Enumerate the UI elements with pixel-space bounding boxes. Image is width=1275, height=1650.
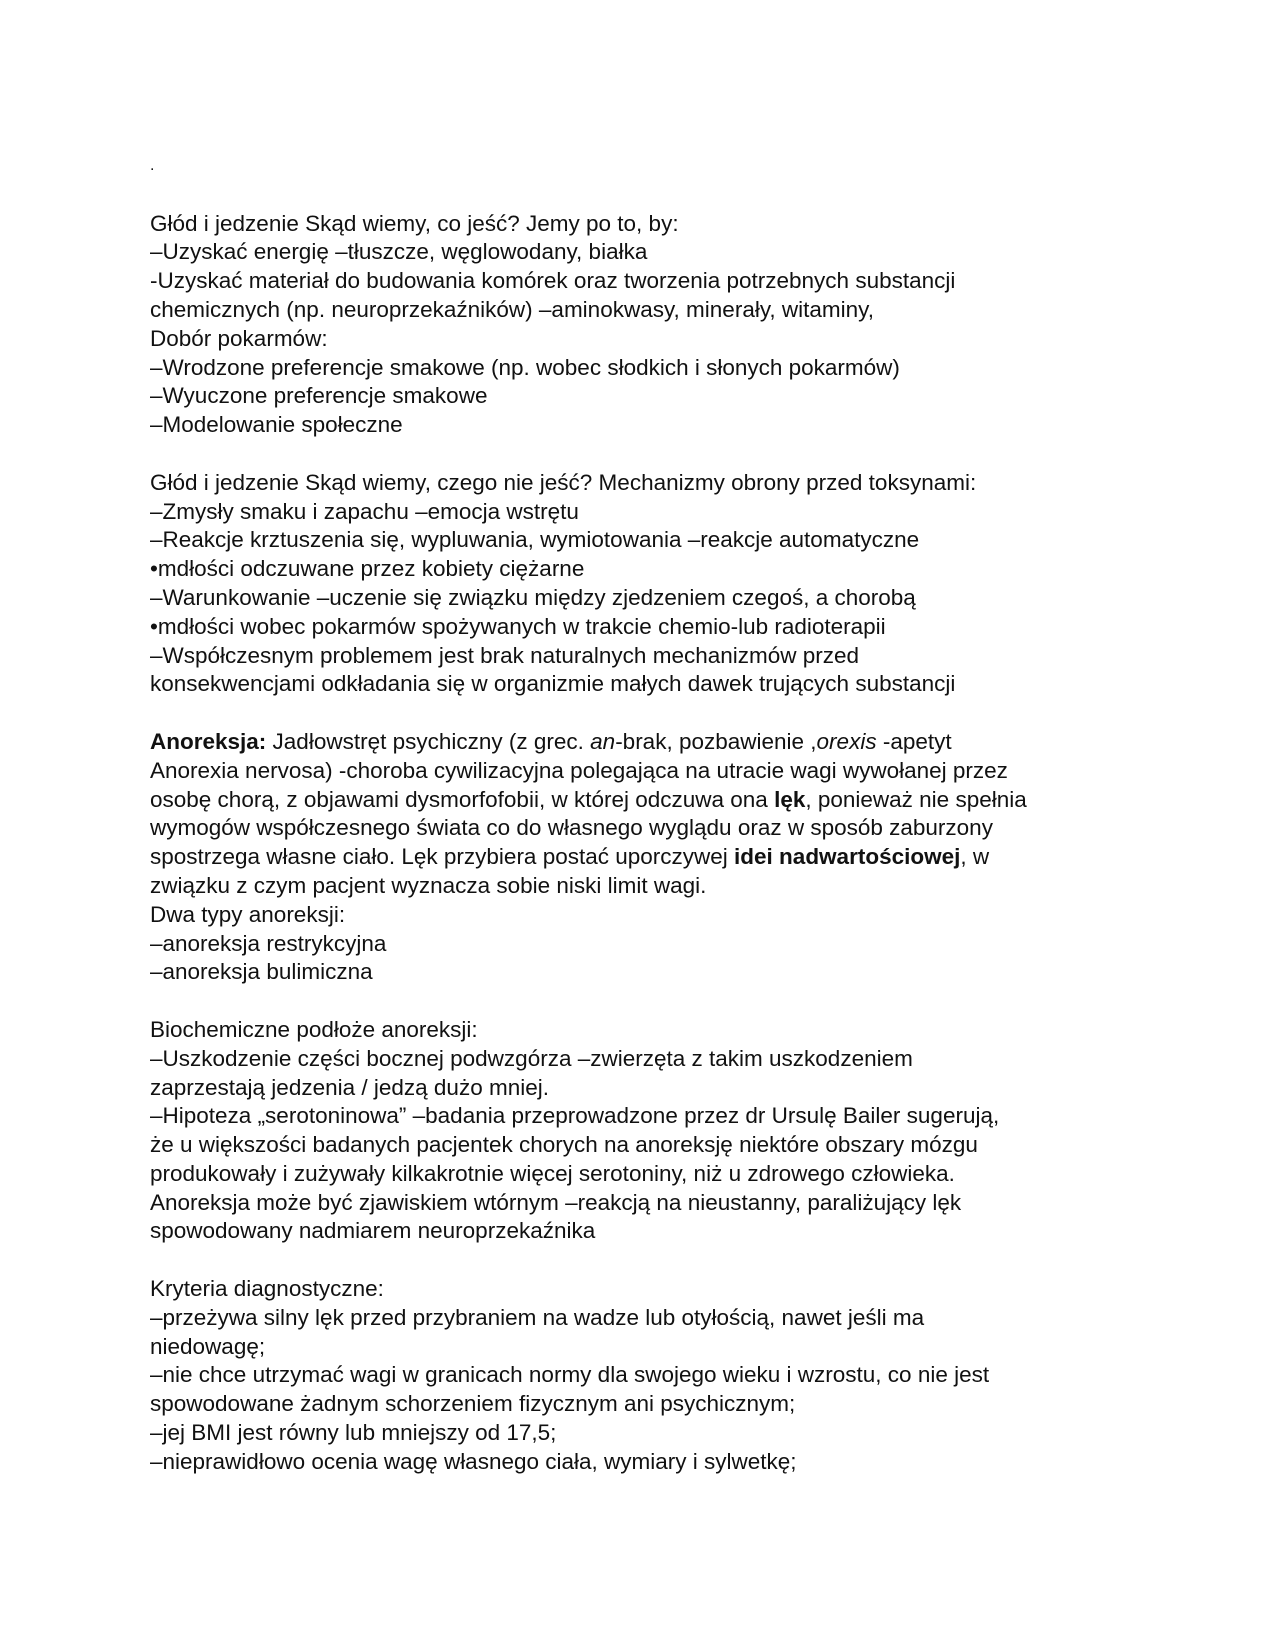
section-anorexia-definition bbox=[150, 728, 1150, 987]
paragraph-line: Biochemiczne podłoże anoreksji: bbox=[150, 1016, 478, 1042]
paragraph-gap bbox=[150, 181, 1150, 210]
paragraph-line: Głód i jedzenie Skąd wiemy, co jeść? Jemy po to, by: bbox=[150, 210, 679, 236]
paragraph-line: –nieprawidłowo ocenia wagę własnego ciała, wymiary i sylwetkę; bbox=[150, 1448, 797, 1474]
paragraph-line: –anoreksja restrykcyjna bbox=[150, 930, 387, 956]
paragraph-gap bbox=[150, 987, 1150, 1016]
paragraph-line: –Współczesnym problemem jest brak naturalnych mechanizmów przed bbox=[150, 642, 860, 668]
paragraph-line: –anoreksja bulimiczna bbox=[150, 959, 373, 985]
paragraph-line: –Warunkowanie –uczenie się związku między zjedzeniem czegoś, a chorobą bbox=[150, 584, 916, 610]
paragraph-line: Głód i jedzenie Skąd wiemy, czego nie jeść? Mechanizmy obrony przed toksynami: bbox=[150, 469, 977, 495]
paragraph-line: –Wrodzone preferencje smakowe (np. wobec słodkich i słonych pokarmów) bbox=[150, 354, 900, 380]
paragraph-line: niedowagę; bbox=[150, 1333, 266, 1359]
paragraph-line: –Zmysły smaku i zapachu –emocja wstrętu bbox=[150, 498, 579, 524]
paragraph-line bbox=[150, 786, 1150, 815]
paragraph-line: zaprzestają jedzenia / jedzą dużo mniej. bbox=[150, 1074, 549, 1100]
section-what-not-to-eat bbox=[150, 469, 1150, 699]
text-run: osobę chorą, z objawami dysmorfofobii, w której odczuwa ona bbox=[150, 786, 775, 812]
term-anorexia: Anoreksja: bbox=[150, 728, 267, 754]
paragraph-line: -Uzyskać materiał do budowania komórek oraz tworzenia potrzebnych substancji bbox=[150, 268, 956, 294]
paragraph-line: Anoreksja może być zjawiskiem wtórnym –reakcją na nieustanny, paraliżujący lęk bbox=[150, 1189, 962, 1215]
section-biochemical-basis bbox=[150, 1016, 1150, 1246]
text-run: -apetyt bbox=[876, 728, 952, 754]
paragraph-line: chemicznych (np. neuroprzekaźników) –aminokwasy, minerały, witaminy, bbox=[150, 296, 875, 322]
paragraph-line: –nie chce utrzymać wagi w granicach normy dla swojego wieku i wzrostu, co nie jest bbox=[150, 1362, 990, 1388]
paragraph-line: produkowały i zużywały kilkakrotnie więcej serotoniny, niż u zdrowego człowieka. bbox=[150, 1160, 955, 1186]
term-orexis: orexis bbox=[816, 728, 877, 754]
paragraph-gap bbox=[150, 440, 1150, 469]
paragraph-line: Kryteria diagnostyczne: bbox=[150, 1276, 384, 1302]
paragraph-line: Dwa typy anoreksji: bbox=[150, 901, 346, 927]
term-overvalued-idea: idei nadwartościowej bbox=[734, 844, 961, 870]
paragraph-line: Dobór pokarmów: bbox=[150, 325, 328, 351]
paragraph-line: –Uzyskać energię –tłuszcze, węglowodany, białka bbox=[150, 239, 648, 265]
term-an: an bbox=[590, 728, 616, 754]
paragraph-line: że u większości badanych pacjentek chorych na anoreksję niektóre obszary mózgu bbox=[150, 1132, 978, 1158]
paragraph-line: spowodowane żadnym schorzeniem fizycznym ani psychicznym; bbox=[150, 1391, 796, 1417]
document-page bbox=[150, 152, 1150, 1477]
text-run: , ponieważ nie spełnia bbox=[805, 786, 1027, 812]
section-diagnostic-criteria bbox=[150, 1275, 1150, 1477]
paragraph-line: –Uszkodzenie części bocznej podwzgórza –zwierzęta z takim uszkodzeniem bbox=[150, 1045, 913, 1071]
paragraph-gap bbox=[150, 699, 1150, 728]
paragraph-line: spowodowany nadmiarem neuroprzekaźnika bbox=[150, 1218, 596, 1244]
paragraph-line: –przeżywa silny lęk przed przybraniem na wadze lub otyłością, nawet jeśli ma bbox=[150, 1304, 925, 1330]
paragraph-line: Anorexia nervosa) -choroba cywilizacyjna polegająca na utracie wagi wywołanej przez bbox=[150, 757, 1008, 783]
paragraph-line: związku z czym pacjent wyznacza sobie niski limit wagi. bbox=[150, 872, 707, 898]
text-run: -brak, pozbawienie , bbox=[615, 728, 817, 754]
paragraph-line: –Modelowanie społeczne bbox=[150, 412, 403, 438]
paragraph-line: •mdłości wobec pokarmów spożywanych w trakcie chemio-lub radioterapii bbox=[150, 613, 886, 639]
paragraph-line: •mdłości odczuwane przez kobiety ciężarne bbox=[150, 556, 585, 582]
paragraph-line: –Wyuczone preferencje smakowe bbox=[150, 383, 488, 409]
text-run: Jadłowstręt psychiczny (z grec. bbox=[266, 728, 591, 754]
leading-dot: . bbox=[150, 157, 155, 174]
paragraph-line: –Reakcje krztuszenia się, wypluwania, wymiotowania –reakcje automatyczne bbox=[150, 527, 920, 553]
paragraph-line: konsekwencjami odkładania się w organizmie małych dawek trujących substancji bbox=[150, 671, 956, 697]
text-run: , w bbox=[960, 844, 990, 870]
text-run: spostrzega własne ciało. Lęk przybiera postać uporczywej bbox=[150, 844, 735, 870]
paragraph-line: wymogów współczesnego świata co do własnego wyglądu oraz w sposób zaburzony bbox=[150, 815, 993, 841]
term-fear: lęk bbox=[774, 786, 806, 812]
section-what-to-eat bbox=[150, 210, 1150, 440]
paragraph-gap bbox=[150, 1246, 1150, 1275]
paragraph-line bbox=[150, 728, 1150, 757]
paragraph-line: –jej BMI jest równy lub mniejszy od 17,5; bbox=[150, 1420, 557, 1446]
paragraph-line: –Hipoteza „serotoninowa” –badania przeprowadzone przez dr Ursulę Bailer sugerują, bbox=[150, 1103, 1000, 1129]
paragraph-line bbox=[150, 843, 1150, 872]
